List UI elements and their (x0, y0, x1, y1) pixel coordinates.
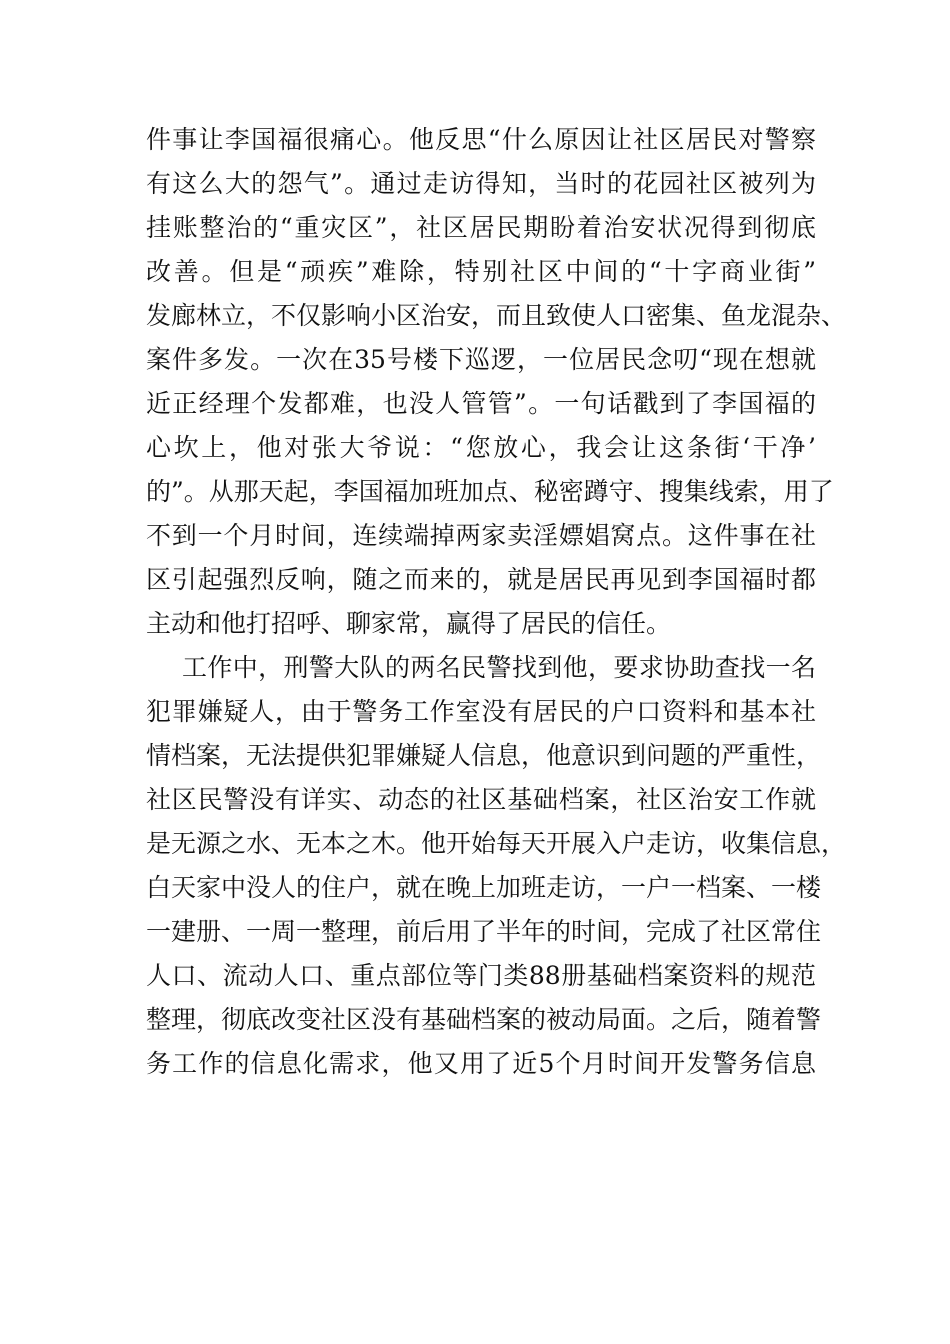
text-line: 案件多发。一次在35号楼下巡逻，一位居民念叨“现在想就 (146, 345, 816, 374)
text-line: 区引起强烈反响，随之而来的，就是居民再见到李国福时都 (146, 565, 816, 594)
text-line: 件事让李国福很痛心。他反思“什么原因让社区居民对警察 (146, 125, 816, 154)
text-line: 改善。但是“顽疾”难除，特别社区中间的“十字商业街” (146, 257, 816, 286)
body-text (146, 118, 847, 1086)
text-line: 社区民警没有详实、动态的社区基础档案，社区治安工作就 (146, 785, 816, 814)
text-line: 挂账整治的“重灾区”，社区居民期盼着治安状况得到彻底 (146, 213, 816, 242)
text-line: 主动和他打招呼、聊家常，赢得了居民的信任。 (146, 609, 672, 638)
text-line: 犯罪嫌疑人，由于警务工作室没有居民的户口资料和基本社 (146, 697, 816, 726)
text-line: 人口、流动人口、重点部位等门类88册基础档案资料的规范 (146, 961, 816, 990)
text-line: 近正经理个发都难，也没人管管”。一句话戳到了李国福的 (146, 389, 816, 418)
text-line: 发廊林立，不仅影响小区治安，而且致使人口密集、鱼龙混杂、 (146, 301, 847, 330)
text-line: 不到一个月时间，连续端掉两家卖淫嫖娼窝点。这件事在社 (146, 521, 816, 550)
text-line: 整理，彻底改变社区没有基础档案的被动局面。之后，随着警 (146, 1005, 822, 1034)
text-line: 是无源之水、无本之木。他开始每天开展入户走访，收集信息， (146, 829, 847, 858)
text-line: 有这么大的怨气”。通过走访得知，当时的花园社区被列为 (146, 169, 816, 198)
text-line: 情档案，无法提供犯罪嫌疑人信息，他意识到问题的严重性， (146, 741, 822, 770)
paragraph-first-line: 工作中，刑警大队的两名民警找到他，要求协助查找一名 (182, 653, 816, 682)
text-line: 心坎上，他对张大爷说：“您放心，我会让这条街‘干净’ (146, 433, 816, 462)
text-line: 白天家中没人的住户，就在晚上加班走访，一户一档案、一楼 (146, 873, 822, 902)
text-line: 务工作的信息化需求，他又用了近5个月时间开发警务信息 (146, 1049, 816, 1078)
text-line: 一建册、一周一整理，前后用了半年的时间，完成了社区常住 (146, 917, 822, 946)
text-line: 的”。从那天起，李国福加班加点、秘密蹲守、搜集线索，用了 (146, 477, 834, 506)
